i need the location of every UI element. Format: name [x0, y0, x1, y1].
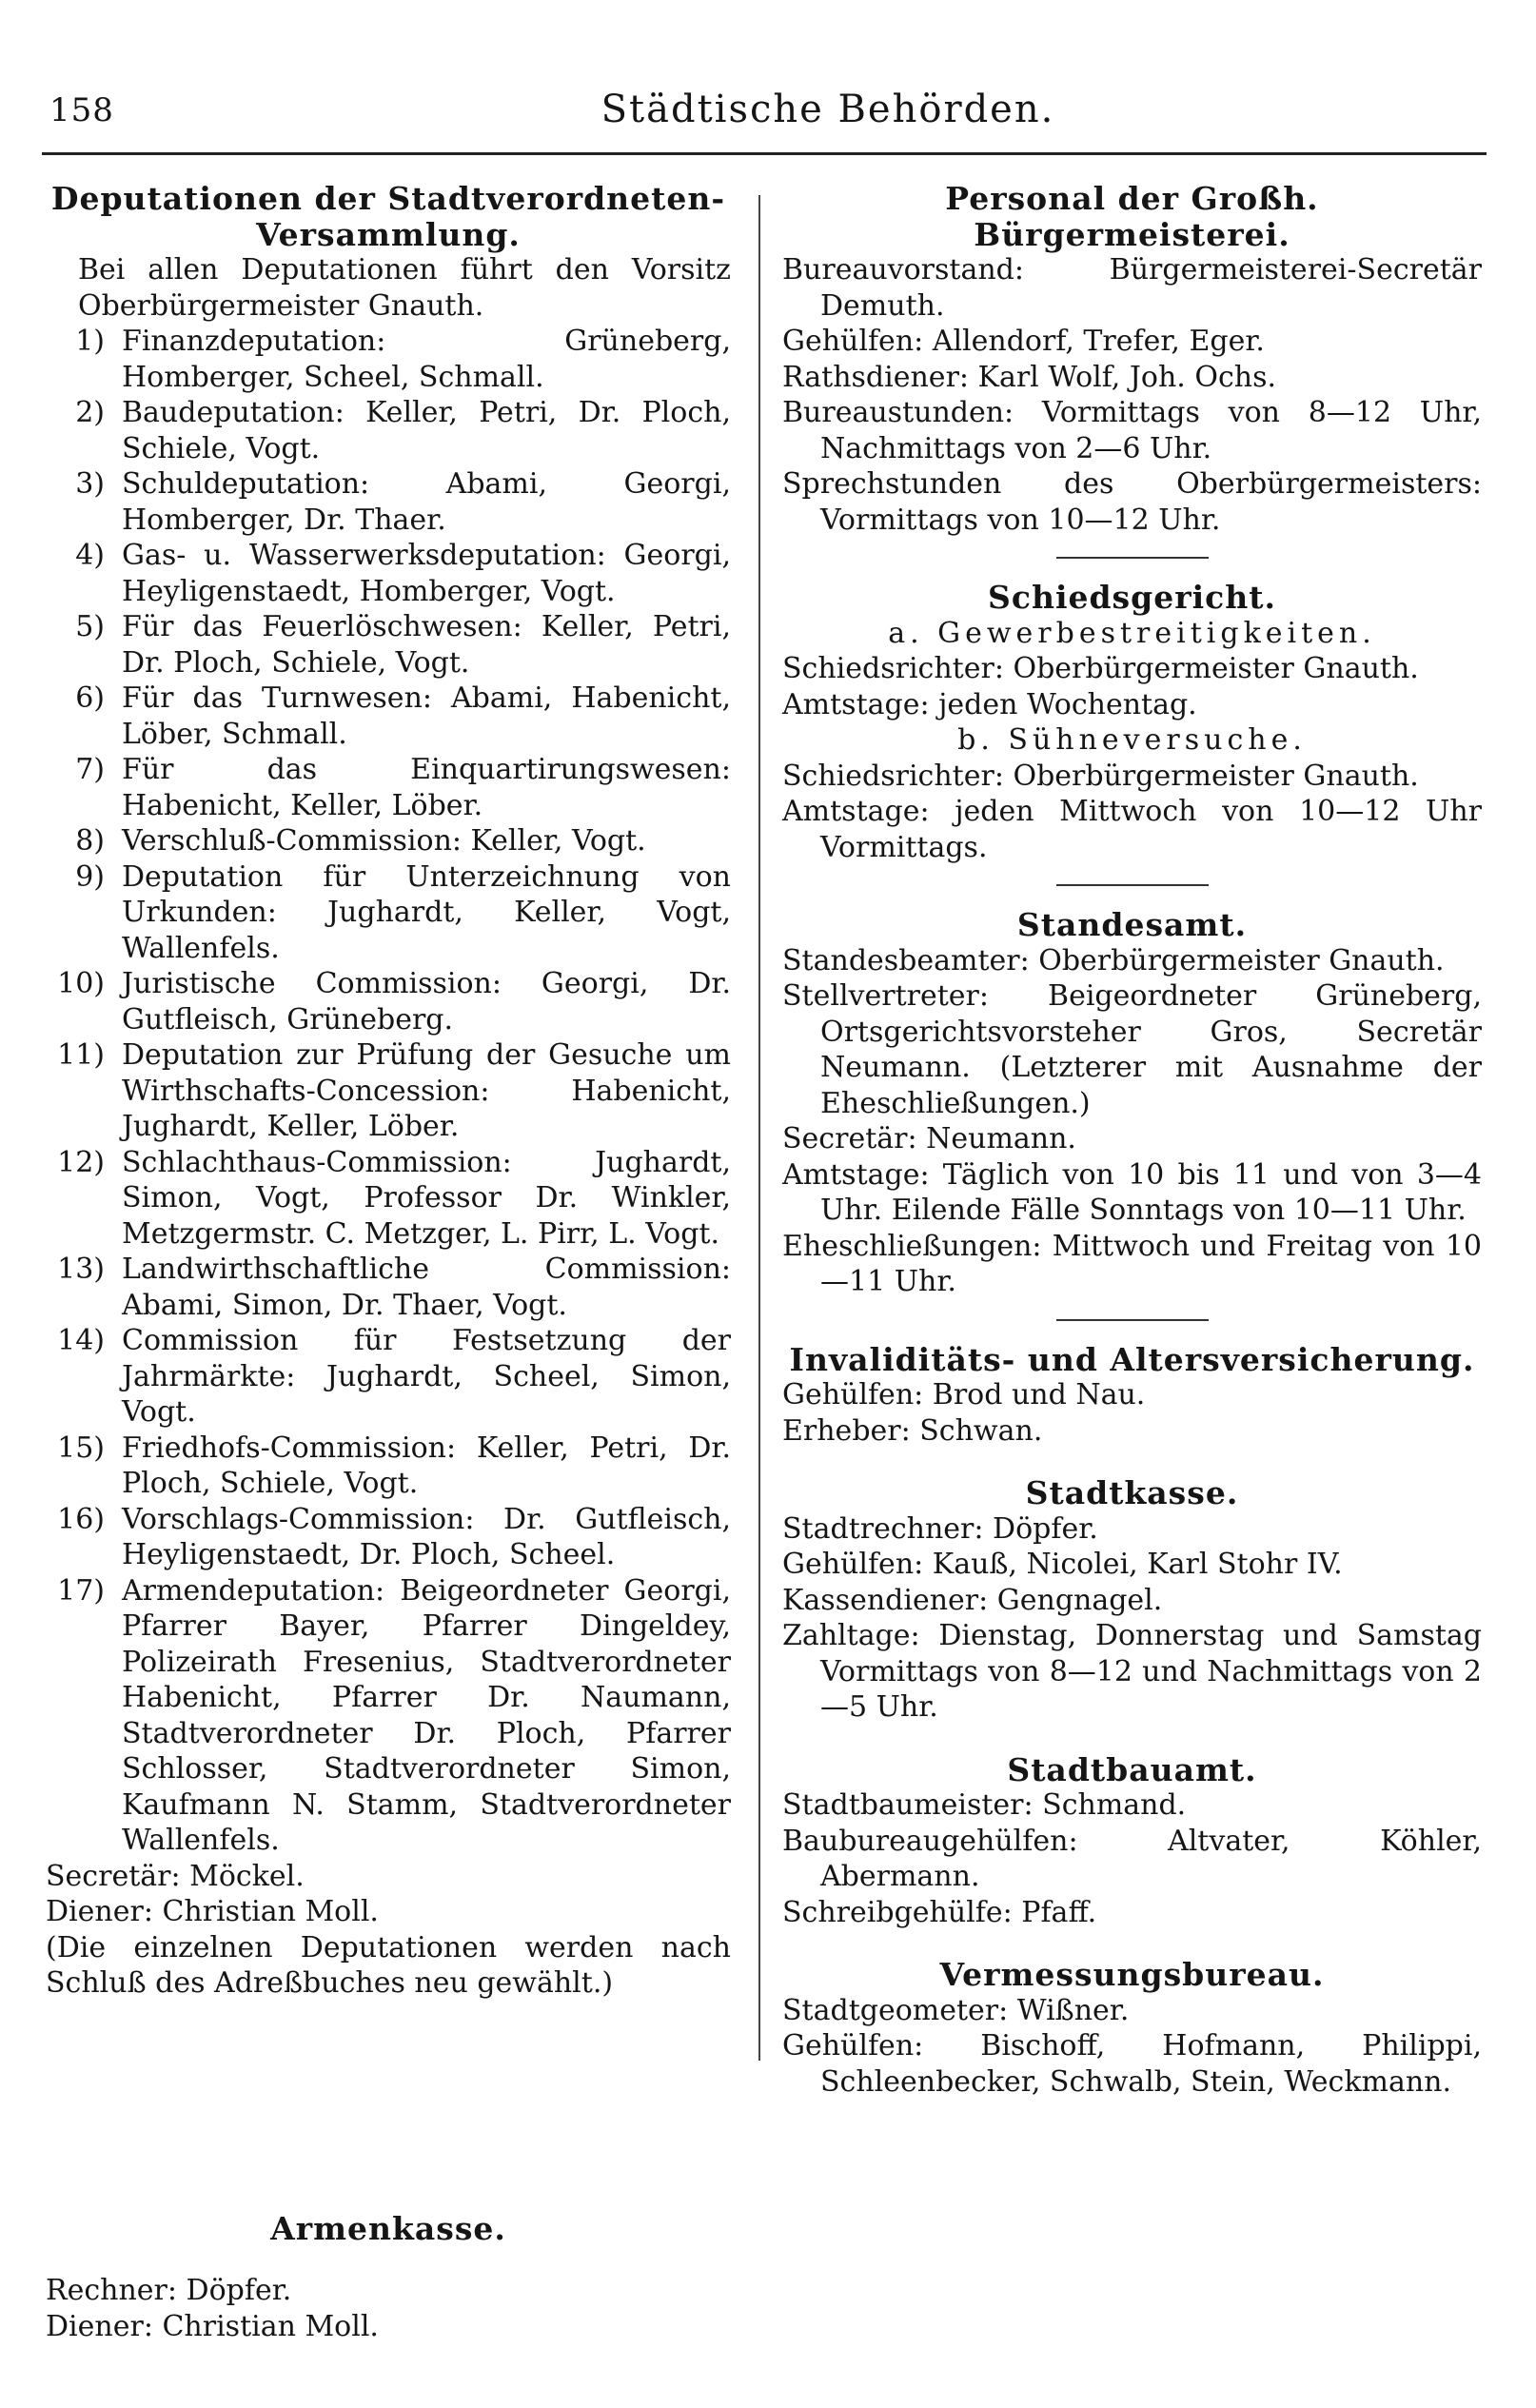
spacer [46, 2246, 731, 2273]
deputation-item [46, 1145, 731, 1253]
deputation-number: 10) [57, 967, 105, 1000]
schiedsgericht-a-line: Amtstage: jeden Wochentag. [782, 687, 1197, 721]
section-separator [1056, 884, 1209, 886]
section-separator [1056, 1319, 1209, 1321]
deputation-text: Für das Turnwesen: Abami, Habenicht, Löber, Schmall. [122, 681, 731, 751]
deputation-text: Finanzdeputation: Grüneberg, Homberger, Scheel, Schmall. [122, 325, 731, 394]
deputation-item [46, 395, 731, 466]
deputation-number: 3) [75, 467, 105, 501]
stadtkasse-line: Stadtrechner: Döpfer. [782, 1511, 1098, 1546]
deputation-text: Commission für Festsetzung der Jahrmärkte: Jughardt, Scheel, Simon, Vogt. [122, 1324, 731, 1429]
header-rule [42, 152, 1487, 155]
deputation-number: 6) [75, 681, 105, 715]
deputation-number: 2) [75, 396, 105, 429]
running-header-title: Städtische Behörden. [601, 88, 1055, 131]
vermessung-line: Stadtgeometer: Wißner. [782, 1993, 1130, 2027]
deputation-item [46, 681, 731, 752]
deputation-number: 12) [57, 1145, 105, 1179]
deputation-text: Gas- u. Wasserwerksdeputation: Georgi, Heyligenstaedt, Homberger, Vogt. [122, 539, 731, 608]
standesamt-heading: Standesamt. [1016, 906, 1248, 943]
deputations-note: (Die einzelnen Deputationen werden nach Schluß des Adreßbuches neu gewählt.) [46, 1930, 731, 2000]
deputation-item [46, 1037, 731, 1145]
spacer [782, 1726, 1482, 1752]
column-divider [758, 195, 760, 2061]
deputation-item [46, 1323, 731, 1431]
deputation-number: 11) [57, 1038, 105, 1072]
standesamt-line: Standesbeamter: Oberbürgermeister Gnauth. [782, 943, 1445, 977]
stadtbauamt-line: Stadtbaumeister: Schmand. [782, 1788, 1187, 1822]
deputation-number: 17) [57, 1573, 105, 1608]
deputation-text: Deputation zur Prüfung der Gesuche um Wirthschafts-Concession: Habenicht, Jughardt, Keller, Löber. [122, 1038, 731, 1143]
schiedsgericht-b-line: Schiedsrichter: Oberbürgermeister Gnauth. [782, 759, 1419, 793]
invaliditaet-heading: Invaliditäts- und Altersversicherung. [789, 1340, 1475, 1378]
vermessung-line: Gehülfen: Bischoff, Hofmann, Philippi, Schleenbecker, Schwalb, Stein, Weckmann. [782, 2029, 1482, 2099]
deputation-text: Für das Feuerlöschwesen: Keller, Petri, Dr. Ploch, Schiele, Vogt. [122, 610, 731, 680]
deputation-item [46, 538, 731, 609]
personal-line: Rathsdiener: Karl Wolf, Joh. Ochs. [782, 360, 1277, 394]
deputation-item [46, 1502, 731, 1573]
deputation-number: 16) [57, 1502, 105, 1536]
schiedsgericht-sub-b: b. Sühneversuche. [957, 723, 1307, 757]
deputations-intro: Bei allen Deputationen führt den Vorsitz Oberbürgermeister Gnauth. [78, 253, 731, 323]
armenkasse-heading: Armenkasse. [270, 2209, 506, 2247]
stadtkasse-line: Gehülfen: Kauß, Nicolei, Karl Stohr IV. [782, 1548, 1343, 1581]
deputation-text: Juristische Commission: Georgi, Dr. Gutfleisch, Grüneberg. [122, 967, 731, 1036]
deputation-number: 5) [75, 610, 105, 643]
spacer [782, 1930, 1482, 1957]
deputation-item [46, 466, 731, 538]
armenkasse-line: Rechner: Döpfer. [46, 2274, 292, 2307]
deputation-text: Vorschlags-Commission: Dr. Gutfleisch, Heyligenstaedt, Dr. Ploch, Scheel. [122, 1502, 731, 1571]
deputation-text: Armendeputation: Beigeordneter Georgi, Pfarrer Bayer, Pfarrer Dingeldey, Polizeirath Fresenius, Stadtverordneter Habenicht, Pfarrer Dr. Naumann, Stadtverordneter Dr. Ploch, Pfarrer Schlosser, Stadtverordneter Simon, Kaufmann N. Stamm, Stadtverordneter Wallenfels. [122, 1573, 731, 1857]
deputation-number: 7) [75, 753, 105, 786]
deputation-text: Schlachthaus-Commission: Jughardt, Simon, Vogt, Professor Dr. Winkler, Metzgermstr. C. Metzger, L. Pirr, L. Vogt. [122, 1145, 731, 1251]
personal-line: Bureaustunden: Vormittags von 8—12 Uhr, Nachmittags von 2—6 Uhr. [782, 396, 1482, 465]
stadtbauamt-line: Schreibgehülfe: Pfaff. [782, 1895, 1097, 1929]
deputation-text: Baudeputation: Keller, Petri, Dr. Ploch, Schiele, Vogt. [122, 396, 731, 465]
deputation-text: Für das Einquartirungswesen: Habenicht, Keller, Löber. [122, 753, 731, 822]
standesamt-line: Secretär: Neumann. [782, 1122, 1076, 1155]
standesamt-line: Stellvertreter: Beigeordneter Grüneberg, Ortsgerichtsvorsteher Gros, Secretär Neumann. (Letzterer mit Ausnahme der Eheschließungen.) [782, 979, 1482, 1120]
spacer [46, 2002, 731, 2211]
deputations-heading: Deputationen der Stadtverordneten-Versammlung. [50, 180, 726, 253]
armenkasse-line: Diener: Christian Moll. [46, 2309, 379, 2343]
deputation-item [46, 324, 731, 395]
deputation-number: 14) [57, 1324, 105, 1357]
deputation-number: 13) [57, 1253, 105, 1286]
page-number: 158 [49, 91, 114, 129]
deputation-item [46, 859, 731, 967]
deputation-text: Landwirthschaftliche Commission: Abami, Simon, Dr. Thaer, Vogt. [122, 1253, 731, 1322]
deputation-number: 1) [75, 325, 105, 358]
personal-heading: Personal der Großh. Bürgermeisterei. [945, 180, 1319, 253]
deputation-number: 4) [75, 539, 105, 572]
deputation-text: Verschluß-Commission: Keller, Vogt. [122, 824, 646, 858]
deputation-item [46, 1573, 731, 1859]
deputation-item [46, 823, 731, 859]
schiedsgericht-b-line: Amtstage: jeden Mittwoch von 10—12 Uhr Vormittags. [782, 795, 1482, 864]
deputations-list [46, 324, 731, 1859]
deputation-text: Friedhofs-Commission: Keller, Petri, Dr. Ploch, Schiele, Vogt. [122, 1431, 731, 1500]
spacer [782, 1449, 1482, 1475]
deputation-item [46, 1252, 731, 1323]
stadtkasse-heading: Stadtkasse. [1025, 1474, 1239, 1511]
stadtbauamt-heading: Stadtbauamt. [1007, 1750, 1257, 1788]
deputation-item [46, 966, 731, 1037]
deputation-number: 8) [75, 824, 105, 858]
deputation-text: Schuldeputation: Abami, Georgi, Homberger, Dr. Thaer. [122, 467, 731, 537]
deputation-item [46, 1431, 731, 1502]
stadtkasse-line: Kassendiener: Gengnagel. [782, 1583, 1163, 1617]
deputation-number: 9) [75, 859, 105, 894]
standesamt-line: Amtstage: Täglich von 10 bis 11 und von 3—4 Uhr. Eilende Fälle Sonntags von 10—11 Uhr. [782, 1157, 1482, 1227]
vermessung-heading: Vermessungsbureau. [939, 1956, 1325, 1993]
invaliditaet-line: Gehülfen: Brod und Nau. [782, 1378, 1146, 1411]
deputation-item [46, 752, 731, 823]
personal-line: Bureauvorstand: Bürgermeisterei-Secretär Demuth. [782, 253, 1482, 323]
deputations-servant: Diener: Christian Moll. [46, 1895, 379, 1928]
stadtbauamt-line: Baubureaugehülfen: Altvater, Köhler, Abermann. [782, 1824, 1482, 1893]
deputation-text: Deputation für Unterzeichnung von Urkunden: Jughardt, Keller, Vogt, Wallenfels. [122, 859, 731, 965]
schiedsgericht-a-line: Schiedsrichter: Oberbürgermeister Gnauth. [782, 652, 1419, 685]
personal-line: Sprechstunden des Oberbürgermeisters: Vormittags von 10—12 Uhr. [782, 467, 1482, 537]
left-column [46, 181, 731, 2344]
stadtkasse-line: Zahltage: Dienstag, Donnerstag und Samstag Vormittags von 8—12 und Nachmittags von 2—5 Uhr. [782, 1619, 1482, 1724]
invaliditaet-line: Erheber: Schwan. [782, 1413, 1043, 1448]
schiedsgericht-sub-a: a. Gewerbestreitigkeiten. [888, 616, 1376, 650]
deputation-item [46, 609, 731, 681]
section-separator [1056, 557, 1209, 559]
standesamt-line: Eheschließungen: Mittwoch und Freitag von 10—11 Uhr. [782, 1229, 1482, 1298]
right-column [782, 181, 1482, 2100]
deputation-number: 15) [57, 1431, 105, 1465]
schiedsgericht-heading: Schiedsgericht. [988, 579, 1276, 616]
deputations-secretary: Secretär: Möckel. [46, 1859, 305, 1893]
personal-line: Gehülfen: Allendorf, Trefer, Eger. [782, 325, 1265, 358]
